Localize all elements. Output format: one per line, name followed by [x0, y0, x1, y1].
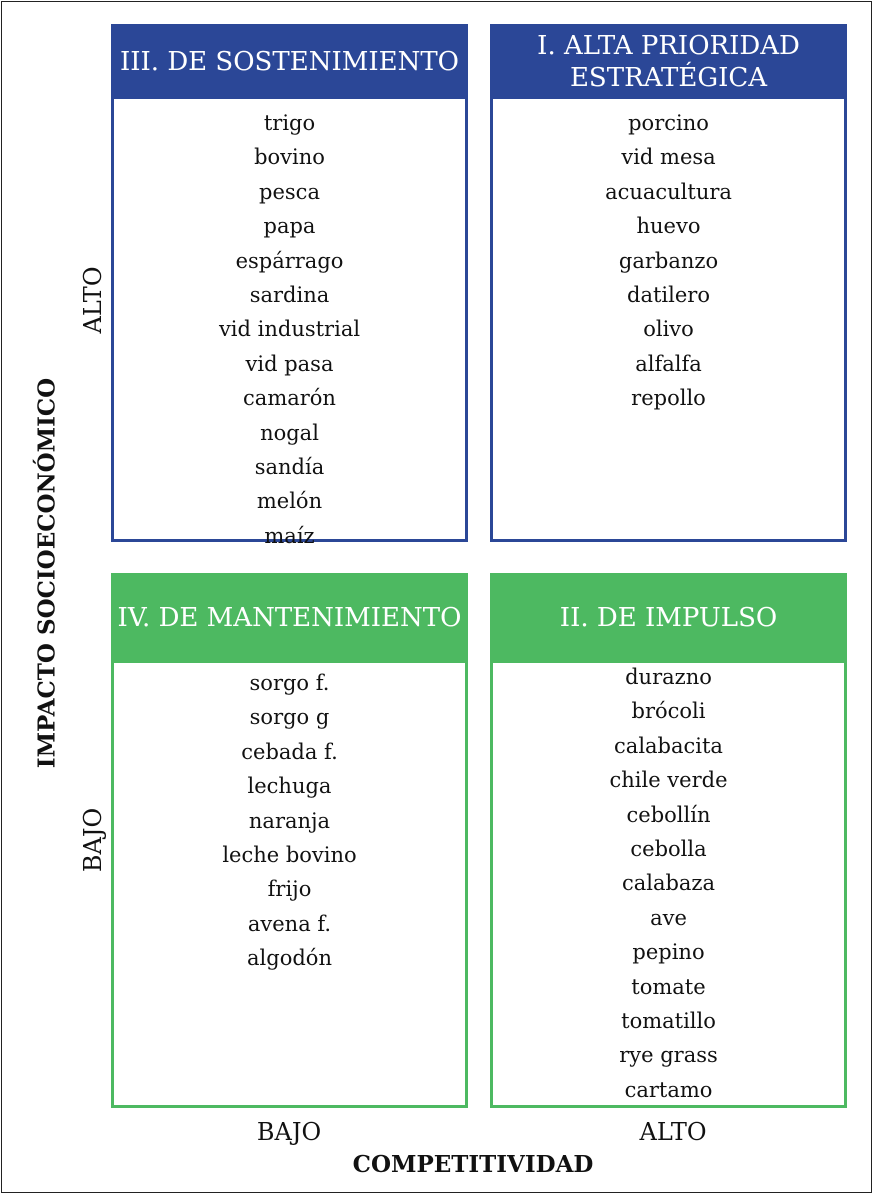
- list-item: calabacita: [614, 733, 723, 758]
- quadrant-mantenimiento-list: [114, 666, 465, 976]
- list-item: olivo: [643, 317, 694, 342]
- list-item: cebolla: [630, 836, 707, 861]
- list-item: melón: [256, 489, 323, 514]
- list-item: vid pasa: [245, 351, 334, 376]
- list-item: durazno: [625, 665, 712, 689]
- list-item: alfalfa: [635, 351, 702, 376]
- list-item: algodón: [247, 946, 332, 971]
- list-item: sorgo g: [249, 705, 330, 730]
- x-axis-title: COMPETITIVIDAD: [352, 1151, 594, 1178]
- list-item: tomatillo: [621, 1008, 716, 1033]
- quadrant-impulso: [490, 573, 847, 1108]
- quadrant-mantenimiento-title: IV. DE MANTENIMIENTO: [111, 573, 468, 663]
- quadrant-alta-prioridad-title-line1: I. ALTA PRIORIDAD: [537, 30, 800, 61]
- list-item: leche bovino: [222, 842, 357, 867]
- x-axis-high-label: ALTO: [639, 1118, 707, 1146]
- quadrant-impulso-title: II. DE IMPULSO: [490, 573, 847, 663]
- list-item: naranja: [248, 808, 331, 833]
- x-axis-low-label: BAJO: [256, 1118, 322, 1146]
- y-axis-low-label: BAJO: [79, 807, 107, 873]
- quadrant-mantenimiento: [111, 573, 468, 1108]
- quadrant-alta-prioridad-list: [493, 106, 844, 416]
- list-item: tomate: [631, 974, 706, 999]
- list-item: garbanzo: [618, 248, 719, 273]
- list-item: sorgo f.: [249, 671, 330, 695]
- list-item: sardina: [249, 282, 330, 307]
- list-item: cartamo: [624, 1077, 713, 1102]
- quadrant-sostenimiento: [111, 24, 468, 548]
- y-axis-title: IMPACTO SOCIOECONÓMICO: [33, 377, 61, 769]
- list-item: sandía: [254, 454, 325, 479]
- list-item: chile verde: [609, 768, 728, 793]
- list-item: trigo: [263, 111, 316, 135]
- quadrant-alta-prioridad-title: [490, 24, 847, 99]
- list-item: repollo: [631, 386, 706, 411]
- list-item: nogal: [260, 420, 319, 445]
- list-item: pepino: [632, 940, 705, 965]
- list-item: lechuga: [247, 774, 332, 799]
- list-item: vid mesa: [621, 145, 716, 170]
- quadrant-alta-prioridad: [490, 24, 847, 542]
- list-item: porcino: [628, 111, 709, 135]
- list-item: avena f.: [247, 911, 332, 936]
- quadrant-impulso-list: [493, 660, 844, 1107]
- list-item: pesca: [259, 179, 320, 204]
- list-item: vid industrial: [218, 317, 361, 342]
- list-item: camarón: [243, 386, 336, 411]
- list-item: espárrago: [235, 248, 344, 273]
- list-item: cebollín: [626, 802, 711, 827]
- list-item: ave: [650, 905, 687, 930]
- list-item: acuacultura: [605, 179, 732, 204]
- y-axis-high-label: ALTO: [79, 266, 107, 334]
- list-item: calabaza: [621, 871, 716, 896]
- list-item: papa: [263, 214, 316, 239]
- quadrant-sostenimiento-title: III. DE SOSTENIMIENTO: [111, 24, 468, 99]
- list-item: rye grass: [619, 1043, 718, 1068]
- list-item: maíz: [264, 523, 315, 548]
- list-item: huevo: [636, 214, 701, 239]
- list-item: cebada f.: [241, 739, 338, 764]
- quadrant-sostenimiento-list: [114, 106, 465, 553]
- list-item: datilero: [627, 282, 710, 307]
- quadrant-alta-prioridad-title-line2: ESTRATÉGICA: [569, 62, 768, 93]
- list-item: bovino: [254, 145, 325, 170]
- list-item: brócoli: [631, 699, 706, 724]
- list-item: frijo: [267, 877, 312, 902]
